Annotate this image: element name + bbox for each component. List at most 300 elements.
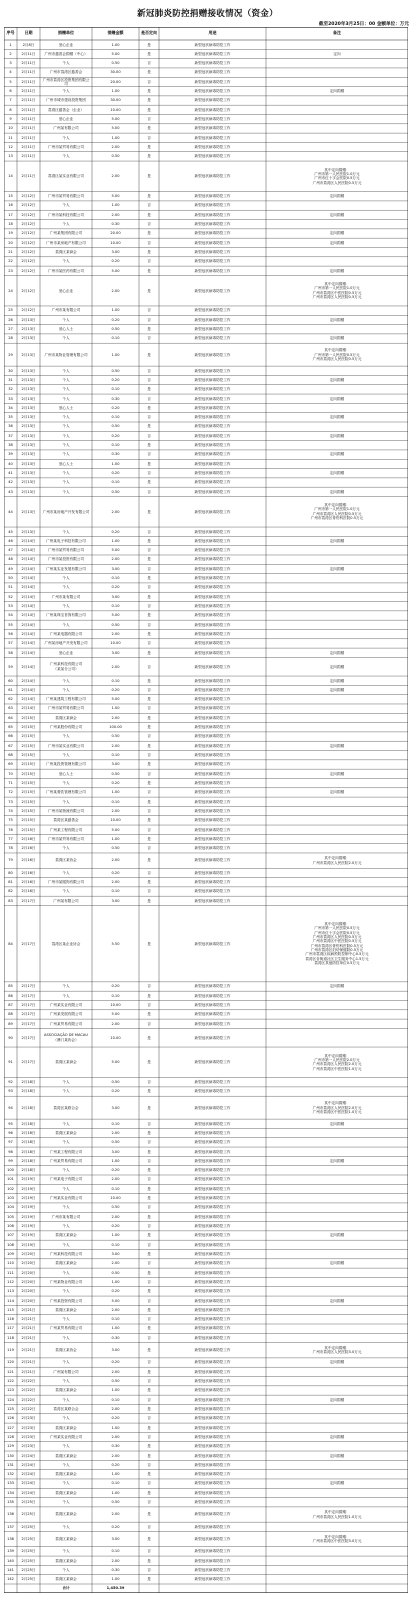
table-cell-date: 2月11日: [21, 61, 36, 66]
table-cell-donor: 个人: [62, 1567, 70, 1572]
table-cell-remark: 其中定向捐赠： 广州市荔湾区人民医院2.0万元: [312, 856, 362, 865]
table-cell-purpose: 新型冠状病毒防控工作: [194, 1140, 231, 1145]
table-cell-row-number: 94: [8, 1105, 13, 1110]
table-cell-directed-flag: 是: [147, 1326, 151, 1331]
table-cell-donor: 个人: [62, 604, 70, 609]
table-cell-remark: [266, 1000, 408, 1009]
table-cell-amount: 0.10: [111, 1121, 120, 1126]
table-cell-amount: 2.00: [111, 808, 120, 813]
table-cell-amount: 0.30: [111, 1335, 120, 1340]
table-cell-date: 2月23日: [21, 1425, 36, 1430]
table-cell-amount: 1.00: [111, 89, 120, 94]
table-cell-remark: [266, 834, 408, 843]
table-cell-remark: [266, 1203, 408, 1212]
table-cell-donor: 荔湾区某商会: [55, 1307, 77, 1312]
table-cell-date: 2月13日: [21, 387, 36, 392]
table-cell-row-number: 45: [8, 529, 13, 534]
table-cell-remark: [266, 1315, 408, 1324]
table-cell-remark: [266, 816, 408, 825]
table-cell-amount: 0.20: [111, 1224, 120, 1229]
table-cell-directed-flag: 是: [147, 1536, 151, 1541]
table-cell-directed-flag: 否: [147, 827, 151, 832]
table-cell-directed-flag: 否: [147, 1397, 151, 1402]
table-cell-purpose: 新型冠状病毒防控工作: [194, 1472, 231, 1477]
table-cell-amount: 0.20: [111, 1168, 120, 1173]
table-cell-directed-flag: 是: [147, 387, 151, 392]
table-cell-amount: 2.00: [111, 1406, 120, 1411]
table-cell-date: 2月18日: [21, 1105, 36, 1110]
table-cell-donor: 个人: [62, 753, 70, 758]
table-cell-purpose: 新型冠状病毒防控工作: [194, 231, 231, 236]
table-cell-donor: 荔湾区某商会: [55, 1490, 77, 1495]
table-cell-donor: 爱心企业: [58, 650, 74, 655]
table-cell-date: 2月24日: [21, 1481, 36, 1486]
table-cell-donor: 广州市某有限公司: [51, 1214, 81, 1219]
table-cell-amount: 0.20: [111, 984, 120, 989]
table-cell-amount: 0.50: [111, 154, 120, 159]
table-cell-amount: 2.00: [111, 1453, 120, 1458]
table-cell-amount: 0.20: [111, 585, 120, 590]
table-cell-directed-flag: 是: [147, 174, 151, 179]
table-cell-remark: [266, 1404, 408, 1413]
table-cell-date: 2月14日: [21, 566, 36, 571]
table-cell-row-number: 100: [7, 1168, 14, 1173]
table-cell-purpose: 新型冠状病毒防控工作: [194, 818, 231, 823]
table-cell-amount: 1.00: [111, 1490, 120, 1495]
table-cell-row-number: 43: [8, 489, 13, 494]
table-cell-date: 2月13日: [21, 327, 36, 332]
table-cell-remark: [266, 1423, 408, 1432]
table-cell-date: 2月18日: [21, 1158, 36, 1163]
table-cell-directed-flag: 是: [147, 613, 151, 618]
table-cell-amount: 20.00: [110, 231, 121, 236]
table-cell-purpose: 新型冠状病毒防控工作: [194, 1261, 231, 1266]
table-cell-purpose: 新型冠状病毒防控工作: [194, 1186, 231, 1191]
table-cell-date: 2月12日: [21, 259, 36, 264]
table-cell-purpose: 新型冠状病毒防控工作: [194, 61, 231, 66]
table-cell-date: 2月20日: [21, 1279, 36, 1284]
table-cell-amount: 3.00: [111, 762, 120, 767]
table-cell-date: 2月13日: [21, 480, 36, 485]
table-cell-date: 2月17日: [21, 898, 36, 903]
table-cell-purpose: 新型冠状病毒防控工作: [194, 377, 231, 382]
table-cell-date: 2月15日: [21, 743, 36, 748]
table-cell-donor: 个人: [62, 1270, 70, 1275]
page-title: 新冠肺炎防控捐赠接收情况（资金）: [137, 9, 278, 19]
table-cell-purpose: 新型冠状病毒防控工作: [194, 135, 231, 140]
table-cell-amount: 0.10: [111, 993, 120, 998]
table-cell-amount: 0.50: [111, 1500, 120, 1505]
table-cell-row-number: 71: [8, 780, 13, 785]
table-cell-remark: [266, 441, 408, 450]
table-cell-donor: 荔湾区某商会: [55, 1060, 77, 1065]
table-cell-donor: 个人: [62, 1360, 70, 1365]
table-cell-amount: 1.00: [111, 461, 120, 466]
table-cell-remark: [266, 1175, 408, 1184]
table-cell-remark: [266, 704, 408, 713]
table-cell-donor: 荔湾区某商会: [55, 249, 77, 254]
table-cell-directed-flag: 否: [147, 566, 151, 571]
table-cell-date: 2月14日: [21, 548, 36, 553]
table-cell-row-number: 101: [7, 1177, 14, 1182]
table-cell-directed-flag: 是: [147, 1251, 151, 1256]
table-cell-donor: 个人: [62, 1186, 70, 1191]
table-cell-remark: 定向捐赠: [329, 489, 345, 494]
table-cell-directed-flag: 是: [147, 631, 151, 636]
table-cell-donor: 个人: [62, 1549, 70, 1554]
table-cell-donor: 个人: [62, 480, 70, 485]
table-cell-row-number: 77: [8, 836, 13, 841]
table-cell-row-number: 62: [8, 697, 13, 702]
table-cell-row-number: 134: [7, 1490, 14, 1495]
table-cell-amount: 2.00: [111, 1021, 120, 1026]
table-cell-row-number: 55: [8, 622, 13, 627]
table-cell-row-number: 124: [7, 1397, 14, 1402]
table-cell-directed-flag: 否: [147, 368, 151, 373]
table-cell-row-number: 11: [8, 135, 13, 140]
table-cell-purpose: 新型冠状病毒防控工作: [194, 1406, 231, 1411]
table-cell-directed-flag: 是: [147, 576, 151, 581]
table-cell-donor: 广州某贸易有限公司: [49, 1158, 83, 1163]
table-cell-purpose: 新型冠状病毒防控工作: [194, 1242, 231, 1247]
table-cell-remark: [266, 1222, 408, 1231]
table-cell-donor: 个人: [62, 734, 70, 739]
table-cell-directed-flag: 是: [147, 836, 151, 841]
amount-unit-note: 截至2020年3月25日：00 金额单位：万元: [318, 22, 409, 27]
table-cell-remark: [266, 1556, 408, 1565]
table-cell-directed-flag: 是: [147, 268, 151, 273]
table-cell-remark: [266, 1147, 408, 1156]
table-cell-purpose: 新型冠状病毒防控工作: [194, 594, 231, 599]
table-cell-purpose: 新型冠状病毒防控工作: [194, 240, 231, 245]
table-cell-donor: 个人: [62, 61, 70, 66]
table-cell-purpose: 新型冠状病毒防控工作: [194, 126, 231, 131]
table-cell-directed-flag: 否: [147, 1224, 151, 1229]
table-cell-remark: 定向捐赠: [329, 664, 345, 669]
table-cell-date: 2月13日: [21, 452, 36, 457]
table-cell-date: 2月11日: [21, 174, 36, 179]
table-cell-directed-flag: 否: [147, 61, 151, 66]
table-cell-donor: 广州某珠宝首饰有限公司: [46, 613, 86, 618]
table-cell-amount: 3.00: [111, 566, 120, 571]
table-cell-remark: 定向捐赠: [329, 1121, 345, 1126]
table-cell-donor: 广州市某实业有限公司: [48, 743, 84, 748]
table-cell-directed-flag: 是: [147, 126, 151, 131]
table-cell-purpose: 新型冠状病毒防控工作: [194, 461, 231, 466]
table-cell-donor: 广州市某贸易有限公司: [48, 548, 84, 553]
table-cell-purpose: 新型冠状病毒防控工作: [194, 1224, 231, 1229]
table-cell-remark: [266, 732, 408, 741]
table-cell-purpose: 新型冠状病毒防控工作: [194, 1453, 231, 1458]
table-cell-amount: 5.00: [111, 1298, 120, 1303]
table-cell-amount: 0.50: [111, 622, 120, 627]
table-cell-donor: 个人: [62, 336, 70, 341]
table-cell-row-number: 85: [8, 984, 13, 989]
table-cell-remark: [266, 592, 408, 601]
table-cell-remark: [266, 778, 408, 787]
table-cell-directed-flag: 否: [147, 734, 151, 739]
table-cell-date: 2月15日: [21, 725, 36, 730]
table-cell-directed-flag: 否: [147, 889, 151, 894]
table-cell-remark: [266, 555, 408, 564]
table-cell-donor: 荔湾区某企业协会: [51, 941, 81, 946]
table-cell-row-number: 118: [7, 1335, 14, 1340]
table-cell-row-number: 125: [7, 1406, 14, 1411]
table-cell-amount: 1.00: [111, 1158, 120, 1163]
table-cell-remark: [266, 385, 408, 394]
table-cell-donor: 个人: [62, 259, 70, 264]
table-cell-amount: 0.10: [111, 604, 120, 609]
table-cell-purpose: 新型冠状病毒防控工作: [194, 706, 231, 711]
table-cell-donor: 广州某电子科技有限公司: [46, 538, 86, 543]
table-cell-remark: [266, 220, 408, 229]
table-cell-row-number: 48: [8, 557, 13, 562]
table-cell-amount: 0.10: [111, 1242, 120, 1247]
table-cell-remark: 定向捐赠: [329, 1261, 345, 1266]
table-cell-purpose: 新型冠状病毒防控工作: [194, 1289, 231, 1294]
table-cell-row-number: 140: [7, 1558, 14, 1563]
table-cell-purpose: 新型冠状病毒防控工作: [194, 1481, 231, 1486]
table-cell-purpose: 新型冠状病毒防控工作: [194, 405, 231, 410]
table-cell-row-number: 106: [7, 1224, 14, 1229]
table-cell-remark: 定向: [333, 51, 341, 56]
table-cell-date: 2月21日: [21, 1307, 36, 1312]
table-cell-remark: [266, 887, 408, 896]
table-cell-purpose: 新型冠状病毒防控工作: [194, 1369, 231, 1374]
table-cell-date: 2月12日: [21, 288, 36, 293]
table-cell-amount: 2.00: [111, 144, 120, 149]
table-cell-donor: 个人: [62, 799, 70, 804]
table-cell-row-number: 130: [7, 1453, 14, 1458]
table-cell-date: 2月13日: [21, 443, 36, 448]
table-cell-amount: 2.00: [111, 715, 120, 720]
table-cell-date: 2月12日: [21, 240, 36, 245]
table-cell-purpose: 新型冠状病毒防控工作: [194, 249, 231, 254]
table-cell-remark: [266, 602, 408, 611]
table-cell-donor: 个人: [62, 1080, 70, 1085]
table-cell-date: 2月15日: [21, 808, 36, 813]
table-cell-amount: 1.00: [111, 790, 120, 795]
table-cell-row-number: 78: [8, 846, 13, 851]
table-cell-row-number: 5: [9, 79, 12, 84]
table-cell-row-number: 73: [8, 799, 13, 804]
table-cell-donor: 广州某实业有限公司: [49, 1002, 83, 1007]
table-cell-date: 2月16日: [21, 880, 36, 885]
table-cell-directed-flag: 否: [147, 771, 151, 776]
table-cell-purpose: 新型冠状病毒防控工作: [194, 212, 231, 217]
table-cell-row-number: 14: [8, 174, 13, 179]
table-cell-purpose: 新型冠状病毒防控工作: [194, 433, 231, 438]
table-cell-row-number: 115: [7, 1307, 14, 1312]
table-cell-amount: 0.50: [111, 1080, 120, 1085]
table-cell-row-number: 53: [8, 604, 13, 609]
table-cell-directed-flag: 否: [147, 1567, 151, 1572]
table-cell-donor: 广州某科技有限公司 （某某分公司）: [49, 662, 83, 671]
table-cell-date: 2月14日: [21, 604, 36, 609]
table-cell-row-number: 67: [8, 743, 13, 748]
table-cell-donor: 广州某投资管理有限公司: [46, 762, 86, 767]
table-cell-remark: 定向捐赠: [329, 687, 345, 692]
table-cell-remark: 定向捐赠: [329, 240, 345, 245]
table-cell-amount: 0.30: [111, 222, 120, 227]
table-cell-purpose: 新型冠状病毒防控工作: [194, 1388, 231, 1393]
table-cell-donor: 广州某贸易有限公司: [49, 1021, 83, 1026]
table-cell-amount: 5.00: [111, 126, 120, 131]
table-cell-date: 2月14日: [21, 557, 36, 562]
table-cell-remark: [266, 1575, 408, 1584]
table-cell-amount: 0.10: [111, 443, 120, 448]
table-cell-donor: 广州某股份有限公司: [49, 725, 83, 730]
table-cell-directed-flag: 是: [147, 194, 151, 199]
table-cell-directed-flag: 是: [147, 1512, 151, 1517]
table-cell-row-number: 89: [8, 1021, 13, 1026]
table-cell-remark: [266, 639, 408, 648]
table-cell-date: 2月15日: [21, 827, 36, 832]
table-cell-row-number: 137: [7, 1524, 14, 1529]
table-cell-remark: [266, 1010, 408, 1019]
table-cell-donor: 个人: [62, 1242, 70, 1247]
table-cell-purpose: 新型冠状病毒防控工作: [194, 734, 231, 739]
table-cell-directed-flag: 否: [147, 1121, 151, 1126]
table-cell-date: 2月17日: [21, 984, 36, 989]
table-cell-donor: 广州市荔湾区慈善会: [49, 70, 83, 75]
table-cell-date: 2月12日: [21, 203, 36, 208]
table-cell-row-number: 34: [8, 405, 13, 410]
table-cell-amount: 0.20: [111, 471, 120, 476]
table-cell-row-number: 63: [8, 706, 13, 711]
table-cell-directed-flag: 否: [147, 1481, 151, 1486]
table-cell-amount: 0.50: [111, 368, 120, 373]
table-cell-purpose: 新型冠状病毒防控工作: [194, 336, 231, 341]
table-cell-remark: [266, 1087, 408, 1096]
table-cell-date: 2月18日: [21, 1089, 36, 1094]
table-cell-directed-flag: 否: [147, 489, 151, 494]
table-cell-directed-flag: 是: [147, 231, 151, 236]
table-cell-directed-flag: 是: [147, 1444, 151, 1449]
table-cell-purpose: 新型冠状病毒防控工作: [194, 650, 231, 655]
table-cell-directed-flag: 否: [147, 336, 151, 341]
table-cell-amount: 3.00: [111, 249, 120, 254]
table-cell-row-number: 30: [8, 368, 13, 373]
table-cell-purpose: 新型冠状病毒防控工作: [194, 1279, 231, 1284]
table-cell-amount: 10.00: [110, 818, 121, 823]
table-cell-date: 2月19日: [21, 1233, 36, 1238]
table-cell-row-number: 123: [7, 1388, 14, 1393]
table-cell-row-number: 142: [7, 1577, 14, 1582]
table-cell-date: 2月19日: [21, 1242, 36, 1247]
table-cell-amount: 0.10: [111, 415, 120, 420]
table-cell-remark: [266, 1414, 408, 1423]
table-cell-amount: 0.10: [111, 799, 120, 804]
table-cell-date: 2月15日: [21, 780, 36, 785]
table-cell-row-number: 49: [8, 566, 13, 571]
table-cell-directed-flag: 是: [147, 1233, 151, 1238]
table-cell-directed-flag: 否: [147, 203, 151, 208]
table-header-donor: 捐赠单位: [58, 30, 74, 36]
table-cell-date: 2月14日: [21, 613, 36, 618]
table-cell-date: 2月25日: [21, 1549, 36, 1554]
table-cell-row-number: 4: [9, 70, 12, 75]
table-cell-donor: 个人: [62, 415, 70, 420]
table-cell-donor: 个人: [62, 993, 70, 998]
table-cell-date: 2月24日: [21, 1462, 36, 1467]
table-cell-row-number: 132: [7, 1472, 14, 1477]
table-cell-row-number: 93: [8, 1089, 13, 1094]
table-cell-row-number: 24: [8, 288, 13, 293]
table-cell-donor: 荔湾区某商会: [55, 1453, 77, 1458]
table-cell-purpose: 新型冠状病毒防控工作: [194, 317, 231, 322]
table-cell-directed-flag: 是: [147, 1214, 151, 1219]
table-cell-donor: 个人: [62, 870, 70, 875]
table-cell-remark: 定向捐赠: [329, 471, 345, 476]
table-cell-amount: 0.10: [111, 1397, 120, 1402]
table-cell-date: 2月19日: [21, 1214, 36, 1219]
table-cell-date: 2月11日: [21, 144, 36, 149]
table-cell-row-number: 81: [8, 880, 13, 885]
table-cell-donor: 荔湾区某慈善会: [53, 818, 79, 823]
table-cell-remark: [266, 1138, 408, 1147]
table-cell-row-number: 44: [8, 509, 13, 514]
table-cell-date: 2月14日: [21, 622, 36, 627]
table-cell-remark: [266, 478, 408, 487]
table-cell-donor: 个人: [62, 846, 70, 851]
table-cell-amount: 2.00: [111, 509, 120, 514]
table-cell-directed-flag: 是: [147, 678, 151, 683]
table-cell-remark: [266, 629, 408, 638]
table-cell-directed-flag: 是: [147, 461, 151, 466]
table-cell-row-number: 102: [7, 1186, 14, 1191]
table-cell-remark: [266, 1305, 408, 1314]
table-cell-date: 2月14日: [21, 631, 36, 636]
table-cell-date: 2月13日: [21, 461, 36, 466]
table-cell-remark: [266, 806, 408, 815]
table-cell-donor: 爱心企业: [58, 288, 74, 293]
table-cell-row-number: 20: [8, 240, 13, 245]
table-cell-date: 2月13日: [21, 396, 36, 401]
table-cell-row-number: 28: [8, 336, 13, 341]
table-cell-directed-flag: 否: [147, 116, 151, 121]
table-cell-purpose: 新型冠状病毒防控工作: [194, 613, 231, 618]
table-cell-row-number: 33: [8, 396, 13, 401]
table-cell-remark: [266, 1194, 408, 1203]
table-cell-remark: 定向捐赠: [329, 415, 345, 420]
table-cell-directed-flag: 是: [147, 650, 151, 655]
table-cell-date: 2月13日: [21, 424, 36, 429]
table-cell-purpose: 新型冠状病毒防控工作: [194, 480, 231, 485]
table-cell-row-number: 12: [8, 144, 13, 149]
table-cell-date: 2月13日: [21, 433, 36, 438]
table-cell-donor: 个人: [62, 89, 70, 94]
table-header-amount: 捐赠金额: [107, 30, 124, 36]
table-cell-date: 2月15日: [21, 753, 36, 758]
table-cell-directed-flag: 是: [147, 780, 151, 785]
table-cell-remark: [266, 611, 408, 620]
table-cell-directed-flag: 是: [147, 993, 151, 998]
table-cell-row-number: 117: [7, 1326, 14, 1331]
table-cell-donor: 广州市某贸易有限公司: [48, 836, 84, 841]
table-cell-donor: 广州某餐饮管理有限公司: [46, 790, 86, 795]
table-cell-donor: 个人: [62, 396, 70, 401]
table-cell-date: 2月24日: [21, 1453, 36, 1458]
table-cell-purpose: 新型冠状病毒防控工作: [194, 443, 231, 448]
table-cell-amount: 10.00: [110, 107, 121, 112]
table-cell-directed-flag: 否: [147, 317, 151, 322]
table-cell-directed-flag: 否: [147, 1177, 151, 1182]
table-cell-date: 2月11日: [21, 70, 36, 75]
table-cell-purpose: 新型冠状病毒防控工作: [194, 1549, 231, 1554]
table-cell-remark: [266, 68, 408, 77]
table-cell-row-number: 8: [9, 107, 12, 112]
